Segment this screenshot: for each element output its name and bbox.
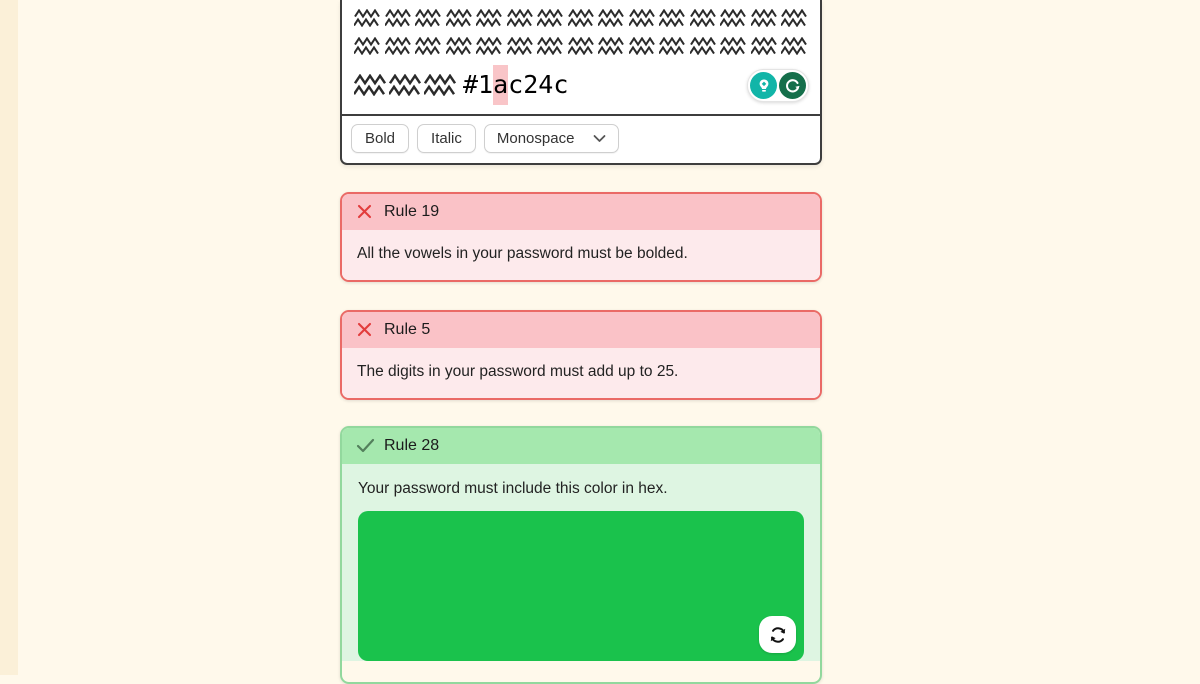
rule-19-header xyxy=(342,194,820,230)
password-text-area[interactable] xyxy=(342,0,820,114)
password-obfuscated-chars xyxy=(354,74,456,96)
format-toolbar xyxy=(342,114,820,161)
rule-card-19 xyxy=(340,192,822,282)
page-left-strip xyxy=(0,0,18,675)
refresh-color-button[interactable] xyxy=(759,616,796,653)
rule-5-header xyxy=(342,312,820,348)
password-visible-line xyxy=(354,62,808,108)
font-select-value: Monospace xyxy=(496,130,575,147)
rule-28-header xyxy=(342,428,820,464)
rule-5-title: Rule 5 xyxy=(384,321,431,338)
chevron-down-icon xyxy=(593,134,606,143)
bold-button[interactable]: Bold xyxy=(351,124,409,153)
hex-prefix: #1 xyxy=(463,70,494,99)
rule-5-description: The digits in your password must add up to 25. xyxy=(342,348,820,398)
rule-19-description: All the vowels in your password must be bolded. xyxy=(342,230,820,280)
refresh-icon xyxy=(767,624,789,646)
font-select[interactable] xyxy=(484,124,619,153)
password-hex-text xyxy=(463,65,568,105)
italic-button[interactable]: Italic xyxy=(417,124,476,153)
color-swatch xyxy=(358,511,804,661)
rule-28-body xyxy=(342,464,820,661)
password-obfuscated-line xyxy=(354,4,808,32)
rule-28-title: Rule 28 xyxy=(384,437,440,454)
x-icon xyxy=(356,203,374,221)
rule-28-description: Your password must include this color in hex. xyxy=(358,480,668,497)
rule-card-5 xyxy=(340,310,822,400)
grammarly-logo-icon[interactable] xyxy=(779,72,806,99)
main-column xyxy=(340,0,822,675)
rule-19-title: Rule 19 xyxy=(384,203,440,220)
check-icon xyxy=(356,437,374,455)
x-icon xyxy=(356,321,374,339)
password-obfuscated-line xyxy=(354,32,808,60)
grammarly-widget[interactable] xyxy=(747,69,809,102)
highlighted-char: a xyxy=(493,65,508,105)
hex-suffix: c24c xyxy=(508,70,569,99)
rule-card-28 xyxy=(340,426,822,684)
grammarly-suggestion-icon[interactable] xyxy=(750,72,777,99)
